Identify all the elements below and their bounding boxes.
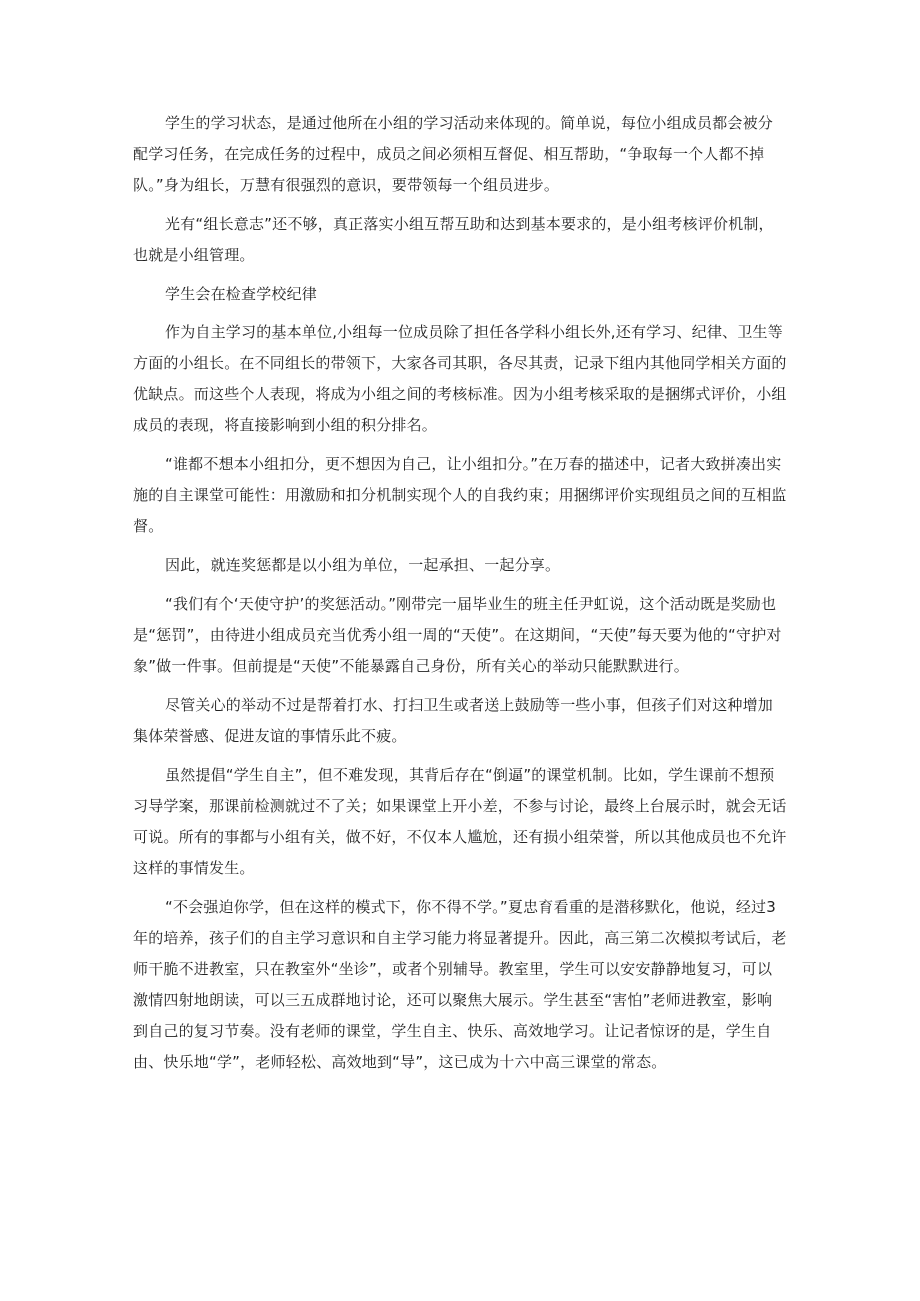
paragraph-6: 因此，就连奖惩都是以小组为单位，一起承担、一起分享。	[165, 556, 561, 574]
paragraph-9: 虽然提倡“学生自主”，但不难发现，其背后存在“倒逼”的课堂机制。比如，学生课前不想预习导学案，那课前检测就过不了关；如果课堂上开小差，不参与讨论，最终上台展示时，就会无话可说。所有的事都与小组有关，做不好，不仅本人尴尬，还有损小组荣誉，所以其他成员也不允许这样的事情发生。	[133, 766, 787, 877]
paragraph-5: “谁都不想本小组扣分，更不想因为自己，让小组扣分。”在万春的描述中，记者大致拼凑出实施的自主课堂可能性：用激励和扣分机制实现个人的自我约束；用捆绑评价实现组员之间的互相监督。	[133, 455, 787, 535]
paragraph-2: 光有“组长意志”还不够，真正落实小组互帮互助和达到基本要求的，是小组考核评价机制，也就是小组管理。	[133, 215, 774, 264]
paragraph-10: “不会强迫你学，但在这样的模式下，你不得不学。”夏忠育看重的是潜移默化，他说，经过3年的培养，孩子们的自主学习意识和自主学习能力将显著提升。因此，高三第二次模拟考试后，老师干脆不进教室，只在教室外“坐诊”，或者个别辅导。教室里，学生可以安安静静地复习，可以激情四射地朗读，可以三五成群地讨论，还可以聚焦大展示。学生甚至“害怕”老师进教室，影响到自己的复习节奏。没有老师的课堂，学生自主、快乐、高效地学习。让记者惊讶的是，学生自由、快乐地“学”，老师轻松、高效地到“导”，这已成为十六中高三课堂的常态。	[133, 898, 787, 1071]
document-body	[133, 108, 787, 1086]
paragraph-1: 学生的学习状态，是通过他所在小组的学习活动来体现的。简单说，每位小组成员都会被分配学习任务，在完成任务的过程中，成员之间必须相互督促、相互帮助，“争取每一个人都不掉队。”身为组长，万慧有很强烈的意识，要带领每一个组员进步。	[133, 114, 774, 194]
paragraph-8: 尽管关心的举动不过是帮着打水、打扫卫生或者送上鼓励等一些小事，但孩子们对这种增加集体荣誉感、促进友谊的事情乐此不疲。	[133, 696, 774, 745]
subheading-paragraph: 学生会在检查学校纪律	[165, 285, 318, 303]
paragraph-4: 作为自主学习的基本单位,小组每一位成员除了担任各学科小组长外,还有学习、纪律、卫生等方面的小组长。在不同组长的带领下，大家各司其职，各尽其责，记录下组内其他同学相关方面的优缺点。而这些个人表现，将成为小组之间的考核标准。因为小组考核采取的是捆绑式评价，小组成员的表现，将直接影响到小组的积分排名。	[133, 323, 787, 434]
paragraph-7: “我们有个‘天使守护’的奖惩活动。”刚带完一届毕业生的班主任尹虹说，这个活动既是奖励也是“惩罚”，由待进小组成员充当优秀小组一周的“天使”。在这期间，“天使”每天要为他的“守护对象”做一件事。但前提是“天使”不能暴露自己身份，所有关心的举动只能默默进行。	[133, 595, 782, 675]
